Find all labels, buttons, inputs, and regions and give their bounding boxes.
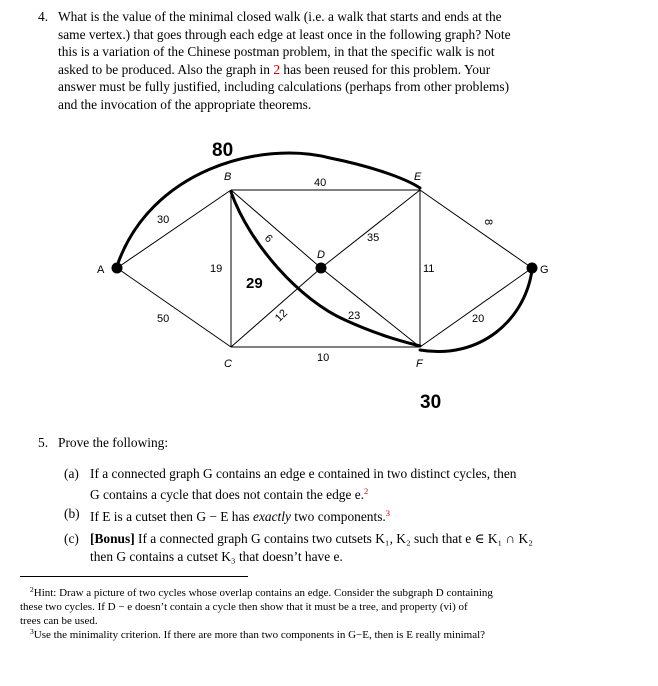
q5-part-a-line-1: If a connected graph G contains an edge e contained in two distinct cycles, then: [90, 466, 517, 481]
edge-AC: [117, 268, 231, 347]
label-A: A: [97, 264, 105, 276]
footnote-2-line-1-wrap: [20, 583, 594, 600]
edge-BD: [231, 190, 321, 268]
label-C: C: [224, 358, 232, 370]
edge-EG: [420, 190, 532, 268]
q5-part-c-label: (c): [64, 531, 79, 546]
edge-DF: [321, 268, 420, 347]
handdrawn-curve-G-F: [420, 270, 532, 352]
footnote-divider: [20, 576, 248, 577]
question-5: [38, 434, 594, 452]
footnote-2-line-2: these two cycles. If D − e doesn’t contain a cycle then show that it must be a tree, and property (vi) of: [20, 601, 468, 613]
q5-part-b-label: (b): [64, 506, 80, 521]
q5-part-b-text-2: two components.: [290, 509, 386, 524]
q5-part-b-text: [90, 505, 604, 526]
weight-DE: 35: [367, 232, 380, 244]
problem-2-link[interactable]: 2: [273, 61, 281, 77]
vertex-D: [316, 263, 327, 274]
footnote-3: [20, 625, 594, 642]
question-5-intro: Prove the following:: [58, 435, 169, 450]
weight-EG: 8: [482, 219, 494, 226]
q5-part-c-line-2: then G contains a cutset K₃ that doesn’t have e.: [90, 548, 343, 564]
q4-line-4-b: has been reused for this problem. Your: [280, 61, 491, 77]
footnote-2-ref[interactable]: 2: [364, 485, 369, 496]
q4-line-5: answer must be fully justified, including calculations (perhaps from other problems): [58, 79, 510, 95]
q5-part-a: [64, 465, 604, 503]
weight-EF: 11: [423, 263, 435, 275]
vertex-G: [527, 263, 538, 274]
vertex-A: [112, 263, 123, 274]
handwritten-weight-29: 29: [246, 275, 263, 292]
edge-GF: [420, 268, 532, 347]
q5-part-b: [64, 505, 604, 526]
q5-part-a-line-2: G contains a cycle that does not contain the edge e.: [90, 486, 365, 502]
weight-CD: 12: [272, 307, 291, 325]
label-E: E: [414, 171, 422, 183]
handdrawn-curve-A-E: [117, 153, 420, 266]
weight-CF: 10: [317, 352, 330, 364]
label-F: F: [416, 358, 423, 370]
footnote-2-line-3: trees can be used.: [20, 615, 98, 627]
weight-AC: 50: [157, 313, 170, 325]
q4-line-3: this is a variation of the Chinese postman problem, in that the specific walk is not: [58, 44, 495, 60]
weight-AB: 30: [157, 214, 170, 226]
footnote-3-text: Use the minimality criterion. If there are more than two components in G−E, then is E really minimal?: [33, 629, 486, 641]
q4-line-2: same vertex.) that goes through each edge at least once in the following graph? Note: [58, 26, 511, 42]
edge-DE: [321, 190, 420, 268]
question-4-number: 4.: [38, 9, 49, 24]
weight-BE: 40: [314, 177, 327, 189]
q4-line-4-a: asked to be produced. Also the graph in: [58, 61, 274, 77]
q5-part-b-emphasis: exactly: [253, 509, 291, 524]
footnote-3-mark: 3: [30, 627, 34, 636]
footnote-3-ref[interactable]: 3: [385, 508, 391, 518]
edge-CD: [231, 268, 321, 347]
q5-part-c: [64, 530, 604, 565]
q4-line-6: and the invocation of the appropriate theorems.: [58, 96, 312, 112]
q5-part-a-label: (a): [64, 466, 79, 481]
footnote-2-mark: 2: [30, 585, 34, 594]
question-5-number: 5.: [38, 435, 49, 450]
q5-part-a-line-2-wrap: [90, 483, 604, 504]
footnote-2-line-1: Hint: Draw a picture of two cycles whose overlap contains an edge. Consider the subgraph D containing: [33, 587, 493, 599]
q5-part-b-text-1: If E is a cutset then G − E has: [90, 509, 253, 524]
weight-DF: 23: [348, 310, 361, 322]
footnote-3-wrap: [20, 625, 594, 642]
handwritten-weight-30: 30: [420, 392, 442, 413]
weight-BC: 19: [210, 263, 223, 275]
label-B: B: [224, 171, 232, 183]
handwritten-weight-80: 80: [212, 140, 234, 161]
q4-line-1: What is the value of the minimal closed walk (i.e. a walk that starts and ends at the: [58, 9, 502, 24]
bonus-tag: [Bonus]: [90, 531, 135, 546]
q5-part-c-line-1-text: If a connected graph G contains two cutsets K₁, K₂ such that e ∈ K₁ ∩ K₂: [134, 531, 533, 546]
footnote-2: [20, 583, 594, 628]
weight-GF: 20: [472, 313, 485, 325]
q5-part-c-line-1: [90, 530, 604, 548]
weight-BD: 6: [261, 232, 275, 246]
label-G: G: [540, 264, 549, 276]
label-D: D: [317, 249, 325, 261]
